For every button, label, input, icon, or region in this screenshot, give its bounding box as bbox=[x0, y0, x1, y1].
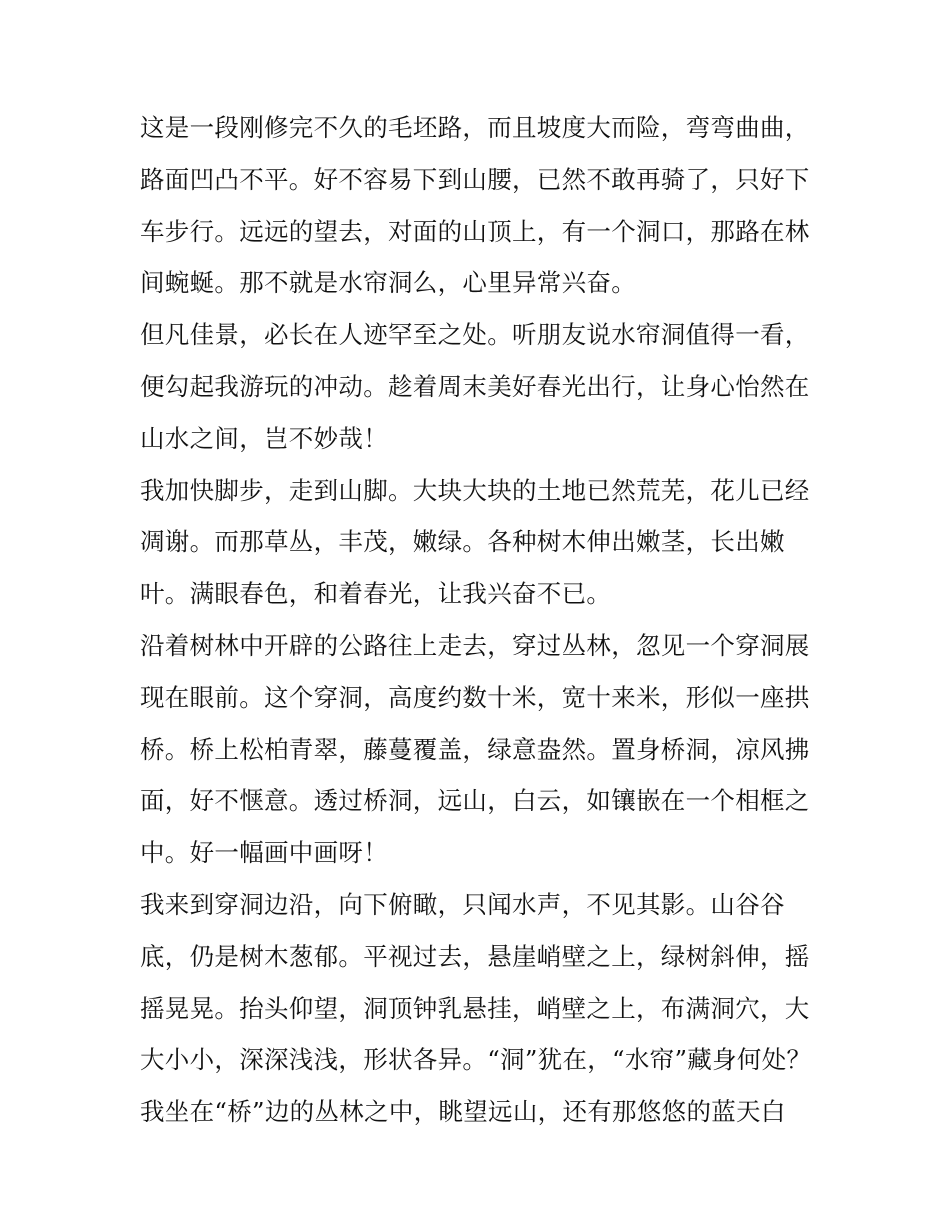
text-line: 路面凹凸不平。好不容易下到山腰，已然不敢再骑了，只好下 bbox=[140, 164, 810, 194]
text-line: 桥。桥上松柏青翠，藤蔓覆盖，绿意盎然。置身桥洞，凉风拂 bbox=[140, 734, 810, 764]
text-line: 摇晃晃。抬头仰望，洞顶钟乳悬挂，峭壁之上，布满洞穴，大 bbox=[140, 993, 810, 1023]
text-line: 叶。满眼春色，和着春光，让我兴奋不已。 bbox=[140, 579, 612, 609]
text-line: 底，仍是树木葱郁。平视过去，悬崖峭壁之上，绿树斜伸，摇 bbox=[140, 941, 810, 971]
article-body bbox=[140, 102, 820, 1138]
text-line: 便勾起我游玩的冲动。趁着周末美好春光出行，让身心怡然在 bbox=[140, 371, 810, 401]
text-line: 中。好一幅画中画呀！ bbox=[140, 838, 388, 868]
text-line: 面，好不惬意。透过桥洞，远山，白云，如镶嵌在一个相框之 bbox=[140, 786, 810, 816]
text-line: 沿着树林中开辟的公路往上走去，穿过丛林，忽见一个穿洞展 bbox=[140, 630, 810, 660]
text-line: 间蜿蜒。那不就是水帘洞么，心里异常兴奋。 bbox=[140, 268, 636, 298]
text-line: 现在眼前。这个穿洞，高度约数十米，宽十来米，形似一座拱 bbox=[140, 682, 810, 712]
text-line: 我来到穿洞边沿，向下俯瞰，只闻水声，不见其影。山谷谷 bbox=[140, 889, 785, 919]
text-line: 凋谢。而那草丛，丰茂，嫩绿。各种树木伸出嫩茎，长出嫩 bbox=[140, 527, 785, 557]
text-line: 但凡佳景，必长在人迹罕至之处。听朋友说水帘洞值得一看， bbox=[140, 320, 810, 350]
text-line: 车步行。远远的望去，对面的山顶上，有一个洞口，那路在林 bbox=[140, 216, 810, 246]
text-line: 这是一段刚修完不久的毛坯路，而且坡度大而险，弯弯曲曲， bbox=[140, 113, 810, 142]
text-line: 我坐在“桥”边的丛林之中，眺望远山，还有那悠悠的蓝天白 bbox=[140, 1097, 786, 1127]
text-line: 山水之间，岂不妙哉！ bbox=[140, 423, 388, 453]
text-line: 我加快脚步，走到山脚。大块大块的土地已然荒芜，花儿已经 bbox=[140, 475, 810, 505]
text-line: 大小小，深深浅浅，形状各异。“洞”犹在，“水帘”藏身何处？ bbox=[140, 1045, 812, 1075]
